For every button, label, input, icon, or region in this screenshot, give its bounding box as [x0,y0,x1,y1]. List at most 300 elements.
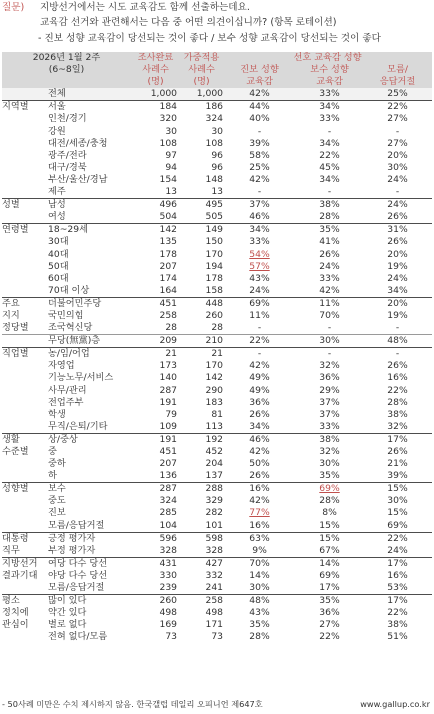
conservative-pct: 28% [319,495,340,507]
undecided-pct: 17% [366,557,432,570]
table-row [2,495,432,507]
weighted-count: 1,000 [180,88,226,101]
subgroup-label: 제주 [48,186,66,198]
undecided-pct: 22% [387,607,408,619]
subgroup-label: 모름/응답거절 [48,582,105,594]
subgroup-label: 광주/전라 [48,149,87,161]
subgroup-label: 무당(無黨)층 [48,335,134,348]
subgroup-label: 긍정 평가자 [48,532,134,545]
progressive-pct: - [257,125,262,137]
table-row [2,174,432,186]
undecided-pct: 24% [387,272,408,284]
header-weight-bottom: 사례수 [180,64,226,76]
undecided-pct: 48% [366,335,432,348]
group-label [2,421,48,434]
progressive-pct: 42% [249,446,270,457]
progressive-pct: 34% [226,224,296,237]
progressive-pct: 14% [249,569,270,581]
sample-count: 239 [159,582,178,594]
undecided-pct: - [366,348,432,361]
weighted-count: 96 [211,161,224,173]
table-row [2,595,432,608]
header-sample-unit: (명) [134,76,180,88]
progressive-pct: 63% [226,532,296,545]
group-label: 대통령 [2,532,48,545]
progressive-pct: 77% [249,507,270,519]
subgroup-label: 더불어민주당 [48,297,134,310]
subgroup-label: 50대 [48,260,69,272]
subgroup-label: 많이 있다 [48,595,134,608]
sample-count: 1,000 [134,88,180,101]
group-label [2,162,48,174]
subgroup-label: 조국혁신당 [48,322,93,334]
conservative-pct: - [327,125,332,137]
sample-count: 191 [134,433,180,446]
conservative-pct: 42% [319,284,340,296]
conservative-pct: 69% [296,483,366,496]
table-row [2,310,432,322]
progressive-pct: 16% [226,483,296,496]
group-label: 평소 [2,595,48,608]
progressive-pct: 46% [226,433,296,446]
weighted-count: 448 [180,297,226,310]
weighted-count: 148 [205,173,224,185]
conservative-pct: 8% [322,507,337,519]
sample-count: 13 [165,186,178,198]
undecided-pct: 25% [366,88,432,101]
undecided-pct: 38% [387,619,408,631]
conservative-pct: 38% [296,199,366,212]
header-col1-top: 진보 성향 [226,64,296,76]
weighted-count: 178 [205,272,224,284]
conservative-pct: 36% [319,372,340,384]
table-row [2,507,432,519]
weighted-count: 137 [205,470,224,482]
progressive-pct: 16% [249,519,270,531]
undecided-pct: 24% [387,544,408,556]
sample-count: 504 [159,211,178,223]
table-row [2,520,432,533]
table-row [2,261,432,273]
weighted-count: 241 [205,582,224,594]
conservative-pct: 34% [296,101,366,114]
table-row [2,570,432,582]
subgroup-label: 별로 없다 [48,619,87,631]
conservative-pct: 24% [319,260,340,272]
subgroup-label: 40대 [48,248,69,260]
group-label: 생활 [2,433,48,446]
footer [2,699,432,710]
subgroup-label: 부정 평가자 [48,544,96,556]
conservative-pct: 35% [319,470,340,482]
sample-count: 73 [165,631,178,643]
header-sample-top: 조사완료 [134,52,180,64]
sample-count: 287 [159,384,178,396]
undecided-pct: 34% [387,284,408,296]
sample-count: 498 [159,607,178,619]
group-label [2,470,48,483]
progressive-pct: 39% [249,137,270,149]
group-label: 직업별 [2,348,48,361]
table-row [2,162,432,174]
table-row [2,483,432,496]
table-row [2,113,432,125]
weighted-count: 171 [205,619,224,631]
progressive-pct: 48% [226,595,296,608]
table-row [2,433,432,446]
conservative-pct: 29% [319,384,340,396]
sample-count: 320 [159,113,178,125]
question-line-3: - 진보 성향 교육감이 당선되는 것이 좋다 / 보수 성향 교육감이 당선되는 것이 좋다 [38,33,381,44]
group-label: 결과기대 [2,569,38,581]
undecided-pct: 15% [387,507,408,519]
undecided-pct: - [395,322,400,334]
group-label [2,385,48,397]
progressive-pct: 43% [249,607,270,619]
group-label [2,520,48,533]
sample-count: 287 [134,483,180,496]
group-label [2,138,48,150]
conservative-pct: 32% [319,446,340,457]
progressive-pct: 42% [249,495,270,507]
conservative-pct: 17% [319,582,340,594]
progressive-pct: 36% [249,396,270,408]
progressive-pct: 50% [249,458,270,470]
sample-count: 431 [134,557,180,570]
subgroup-label: 중하 [48,458,66,470]
table-row [2,446,432,458]
table-row [2,249,432,261]
conservative-pct: 33% [319,420,340,432]
weighted-count: 170 [205,360,224,372]
progressive-pct: 30% [249,582,270,594]
sample-count: 496 [134,199,180,212]
header-col2-bottom: 교육감 [296,76,366,88]
weighted-count: 324 [205,113,224,125]
conservative-pct: 26% [319,248,340,260]
sample-count: 136 [159,470,178,482]
conservative-pct: 67% [319,544,340,556]
weighted-count: 158 [205,284,224,296]
group-label: 성향별 [2,483,48,496]
table-row [2,607,432,619]
weighted-count: 328 [205,544,224,556]
sample-count: 184 [134,101,180,114]
conservative-pct: 37% [319,408,340,420]
subgroup-label: 약간 있다 [48,607,87,619]
group-label: 수준별 [2,446,29,457]
progressive-pct: - [257,186,262,198]
group-label [2,285,48,298]
conservative-pct: 36% [319,607,340,619]
sample-count: 142 [134,224,180,237]
conservative-pct: 70% [319,309,340,321]
subgroup-label: 18~29세 [48,224,134,237]
undecided-pct: 26% [387,446,408,457]
table-row [2,532,432,545]
group-label [2,174,48,186]
group-label [2,631,48,643]
progressive-pct: 33% [249,236,270,248]
progressive-pct: - [257,322,262,334]
table-row [2,458,432,470]
table-row [2,631,432,643]
weighted-count: 142 [205,372,224,384]
weighted-count: 21 [180,348,226,361]
group-label: 정당별 [2,322,29,334]
table-row [2,421,432,434]
header-col3-bottom: 응답거절 [366,76,432,88]
group-label [2,582,48,595]
conservative-pct: 22% [319,149,340,161]
progressive-pct: 34% [249,420,270,432]
sample-count: 28 [165,322,178,334]
subgroup-label: 30대 [48,236,69,248]
subgroup-label: 여당 다수 당선 [48,557,134,570]
weighted-count: 73 [211,631,224,643]
undecided-pct: 19% [387,260,408,272]
table-row [2,273,432,285]
sample-count: 285 [159,507,178,519]
header-col1-bottom: 교육감 [226,76,296,88]
table-row [2,470,432,483]
subgroup-label: 기능노무/서비스 [48,372,114,384]
subgroup-label: 진보 [48,507,66,519]
weighted-count: 282 [205,507,224,519]
table-row [2,619,432,631]
progressive-pct: 58% [249,149,270,161]
group-label: 지지 [2,309,20,321]
question-line-1: 지방선거에서는 시도 교육감도 함께 선출하는데요. [40,2,250,13]
header-preference: 선호 교육감 성향 [226,52,432,64]
weighted-count: 427 [180,557,226,570]
group-label: 직무 [2,544,20,556]
sample-count: 173 [159,360,178,372]
weighted-count: 598 [180,532,226,545]
header-period: 2026년 1월 2주 [2,52,134,64]
undecided-pct: 28% [387,396,408,408]
header-col3-top: 모름/ [366,64,432,76]
table-row [2,236,432,248]
undecided-pct: 32% [387,420,408,432]
subgroup-label: 학생 [48,408,66,420]
conservative-pct: 35% [296,595,366,608]
header-weight-unit: (명) [180,76,226,88]
group-label [2,372,48,384]
weighted-count: 505 [205,211,224,223]
conservative-pct: 37% [319,396,340,408]
sample-count: 164 [159,284,178,296]
undecided-pct: - [395,186,400,198]
progressive-pct: 54% [249,248,270,260]
undecided-pct: 20% [387,149,408,161]
conservative-pct: 27% [319,619,340,631]
progressive-pct: 9% [252,544,267,556]
table-row [2,360,432,372]
table-row [2,138,432,150]
weighted-count: 108 [205,137,224,149]
conservative-pct: 15% [296,532,366,545]
progressive-pct: 46% [249,211,270,223]
subgroup-label: 여성 [48,211,66,223]
undecided-pct: 15% [366,483,432,496]
crosstab-table [2,52,432,644]
sample-count: 174 [159,272,178,284]
subgroup-label: 중 [48,446,57,457]
group-label [2,88,48,101]
weighted-count: 329 [205,495,224,507]
undecided-pct: 51% [387,631,408,643]
progressive-pct: 37% [226,199,296,212]
sample-count: 169 [159,619,178,631]
group-label [2,211,48,224]
sample-count: 191 [159,396,178,408]
subgroup-label: 자영업 [48,360,75,372]
sample-count: 178 [159,248,178,260]
sample-count: 258 [159,309,178,321]
progressive-pct: 25% [249,161,270,173]
table-row [2,409,432,421]
progressive-pct: - [226,348,296,361]
conservative-pct: - [296,348,366,361]
group-label [2,236,48,248]
weighted-count: 288 [180,483,226,496]
subgroup-label: 국민의힘 [48,309,84,321]
undecided-pct: 27% [387,137,408,149]
sample-count: 328 [159,544,178,556]
table-row [2,101,432,114]
question-line-2: 교육감 선거와 관련해서는 다음 중 어떤 의견이십니까? (항목 로테이션) [40,17,337,28]
weighted-count: 452 [205,446,224,457]
table-row [2,335,432,348]
sample-count: 109 [159,420,178,432]
weighted-count: 210 [180,335,226,348]
table-row [2,126,432,138]
group-label [2,458,48,470]
weighted-count: 28 [211,322,224,334]
conservative-pct: 14% [296,557,366,570]
undecided-pct: 53% [387,582,408,594]
subgroup-label: 대전/세종/충청 [48,137,108,149]
subgroup-label: 전혀 없다/모름 [48,631,108,643]
progressive-pct: 28% [249,631,270,643]
header-col2-top: 보수 성향 [296,64,366,76]
header-weight-top: 가중적용 [180,52,226,64]
weighted-count: 113 [205,420,224,432]
footer-url: www.gallup.co.kr [360,699,430,709]
undecided-pct: 22% [387,384,408,396]
progressive-pct: 24% [249,284,270,296]
subgroup-label: 전체 [48,88,134,101]
sample-count: 330 [159,569,178,581]
undecided-pct: 27% [387,113,408,125]
progressive-pct: 26% [249,408,270,420]
progressive-pct: 11% [249,309,270,321]
sample-count: 154 [159,173,178,185]
progressive-pct: 70% [226,557,296,570]
subgroup-label: 하 [48,470,57,482]
progressive-pct: 69% [226,297,296,310]
conservative-pct: 11% [296,297,366,310]
undecided-pct: 20% [387,248,408,260]
conservative-pct: - [327,322,332,334]
weighted-count: 332 [205,569,224,581]
group-label [2,495,48,507]
undecided-pct: 17% [366,433,432,446]
question-label: 질문) [2,2,25,13]
sample-count: 79 [165,408,178,420]
group-label: 지방선거 [2,557,48,570]
subgroup-label: 사무/관리 [48,384,87,396]
group-label: 연령별 [2,224,48,237]
progressive-pct: 26% [249,470,270,482]
table-row [2,150,432,162]
undecided-pct: 26% [387,236,408,248]
progressive-pct: 49% [249,384,270,396]
weighted-count: 149 [180,224,226,237]
undecided-pct: 26% [387,360,408,372]
weighted-count: 204 [205,458,224,470]
undecided-pct: 24% [387,173,408,185]
conservative-pct: 38% [296,433,366,446]
progressive-pct: 40% [249,113,270,125]
conservative-pct: 30% [319,458,340,470]
subgroup-label: 중도 [48,495,66,507]
group-label [2,360,48,372]
conservative-pct: 15% [319,519,340,531]
group-label [2,409,48,421]
weighted-count: 81 [211,408,224,420]
undecided-pct: 22% [366,532,432,545]
weighted-count: 183 [205,396,224,408]
subgroup-label: 무직/은퇴/기타 [48,420,108,432]
group-label [2,397,48,409]
subgroup-label: 전업주부 [48,396,84,408]
subgroup-label: 강원 [48,125,66,137]
conservative-pct: 41% [319,236,340,248]
undecided-pct: 17% [366,595,432,608]
table-row [2,199,432,212]
undecided-pct: 19% [387,309,408,321]
footer-note: - 50사례 미만은 수치 제시하지 않음. 한국갤럽 데일리 오피니언 제647호 [2,699,263,709]
header-dates: (6~8일) [2,64,134,76]
conservative-pct: 34% [319,137,340,149]
sample-count: 135 [159,236,178,248]
weighted-count: 170 [205,248,224,260]
sample-count: 596 [134,532,180,545]
table-row [2,545,432,558]
undecided-pct: - [395,125,400,137]
group-label [2,261,48,273]
table-row [2,348,432,361]
weighted-count: 186 [180,101,226,114]
sample-count: 260 [134,595,180,608]
weighted-count: 30 [211,125,224,137]
conservative-pct: 33% [319,113,340,125]
group-label [2,113,48,125]
conservative-pct: 45% [319,161,340,173]
group-label: 정치에 [2,607,29,619]
weighted-count: 13 [211,186,224,198]
conservative-pct: 33% [319,272,340,284]
table-row [2,297,432,310]
group-label [2,150,48,162]
table-row [2,322,432,335]
subgroup-label: 부산/울산/경남 [48,173,108,185]
undecided-pct: 31% [366,224,432,237]
sample-count: 30 [165,125,178,137]
group-label: 주요 [2,297,48,310]
